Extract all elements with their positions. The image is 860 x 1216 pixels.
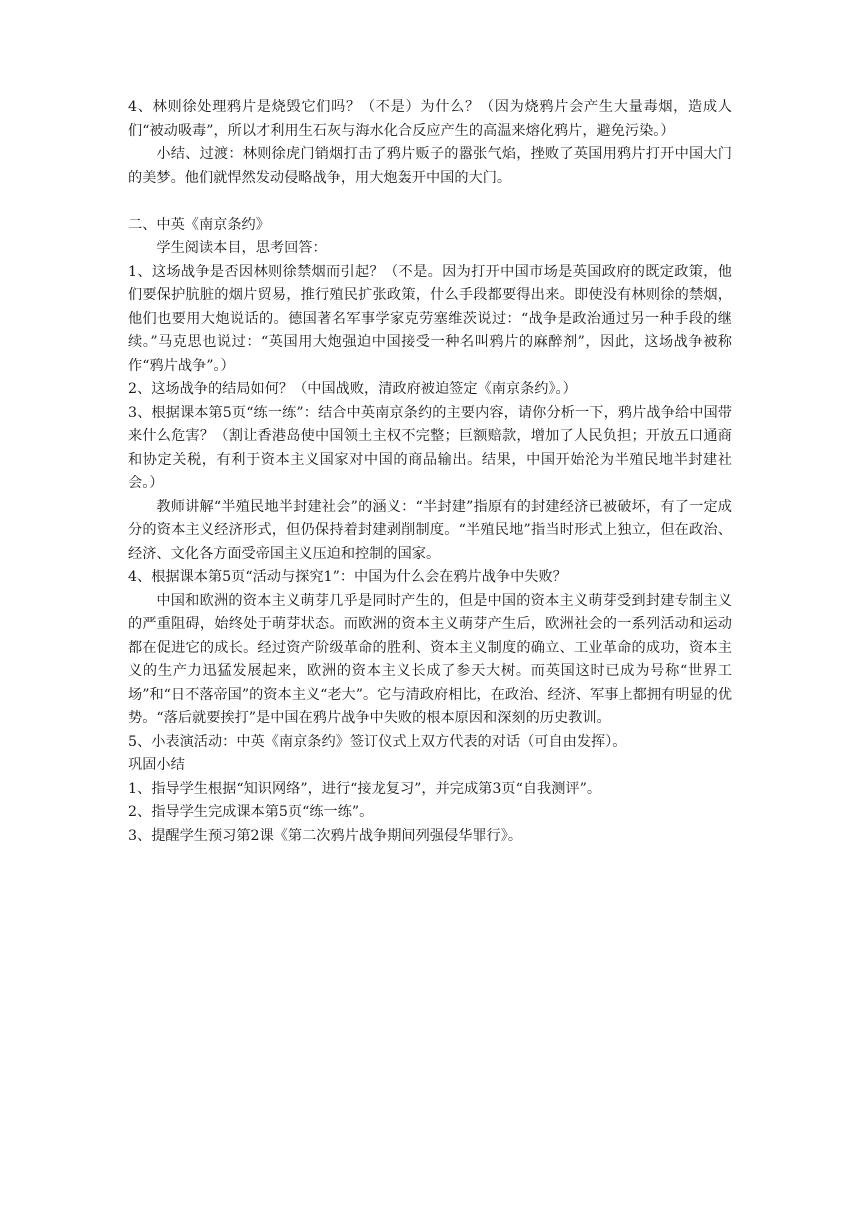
- section-title-nanjing-treaty: 二、中英《南京条约》: [128, 216, 270, 233]
- defeat-analysis: 中国和欧洲的资本主义萌芽几乎是同时产生的，但是中国的资本主义萌芽受到封建专制主义的严重阻碍，始终处于萌芽状态。而欧洲的资本主义萌芽产生后，欧洲社会的一系列活动和运动都在促进它的成长。经过资产阶级革命的胜利、资本主义制度的确立、工业革命的成功，资本主义的生产力迅猛发展起来，欧洲的资本主义长成了参天大树。而英国这时已成为号称“世界工场”和“日不落帝国”的资本主义“老大”。它与清政府相比，在政治、经济、军事上都拥有明显的优势。“落后就要挨打”是中国在鸦片战争中失败的根本原因和深刻的历史教训。: [128, 592, 732, 726]
- summary-transition: 小结、过渡：林则徐虎门销烟打击了鸦片贩子的嚣张气焰，挫败了英国用鸦片打开中国大门的美梦。他们就悍然发动侵略战争，用大炮轰开中国的大门。: [128, 146, 732, 186]
- question-1-war-cause: 1、这场战争是否因林则徐禁烟而引起？（不是。因为打开中国市场是英国政府的既定政策，他们要保护肮脏的烟片贸易，推行殖民扩张政策，什么手段都要得出来。即使没有林则徐的禁烟，他们也要用大炮说话的。德国著名军事学家克劳塞维茨说过：“战争是政治通过另一种手段的继续。”马克思也说过：“英国用大炮强迫中国接受一种名叫鸦片的麻醉剂”，因此，这场战争被称作“鸦片战争”。）: [128, 263, 732, 374]
- document-page: [128, 96, 732, 848]
- consolidation-item-1: 1、指导学生根据“知识网络”，进行“接龙复习”，并完成第3页“自我测评”。: [128, 780, 602, 797]
- consolidation-item-2: 2、指导学生完成课本第5页“练一练”。: [128, 804, 374, 820]
- consolidation-heading: 巩固小结: [128, 757, 185, 773]
- question-4-defeat-reason: 4、根据课本第5页“活动与探究1”：中国为什么会在鸦片战争中失败？: [128, 569, 567, 585]
- activity-5-performance: 5、小表演活动：中英《南京条约》签订仪式上双方代表的对话（可自由发挥）。: [128, 733, 627, 750]
- consolidation-item-3: 3、提醒学生预习第2课《第二次鸦片战争期间列强侵华罪行》。: [128, 827, 523, 844]
- question-2-war-outcome: 2、这场战争的结局如何？（中国战败，清政府被迫签定《南京条约》。）: [128, 381, 577, 397]
- section-spacer: [128, 190, 732, 214]
- question-4-burning-opium: 4、林则徐处理鸦片是烧毁它们吗？（不是）为什么？（因为烧鸦片会产生大量毒烟，造成人们“被动吸毒”，所以才利用生石灰与海水化合反应产生的高温来熔化鸦片，避免污染。）: [128, 99, 732, 139]
- teacher-explanation: 教师讲解“半殖民地半封建社会”的涵义：“半封建”指原有的封建经济已被破坏，有了一定成分的资本主义经济形式，但仍保持着封建剥削制度。“半殖民地”指当时形式上独立，但在政治、经济、文化各方面受帝国主义压迫和控制的国家。: [128, 498, 732, 562]
- reading-instruction: 学生阅读本目，思考回答：: [156, 240, 327, 256]
- question-3-war-harm: 3、根据课本第5页“练一练”：结合中英南京条约的主要内容，请你分析一下，鸦片战争给中国带来什么危害？（割让香港岛使中国领土主权不完整；巨额赔款，增加了人民负担；开放五口通商和协定关税，有利于资本主义国家对中国的商品输出。结果，中国开始沦为半殖民地半封建社会。）: [128, 404, 732, 491]
